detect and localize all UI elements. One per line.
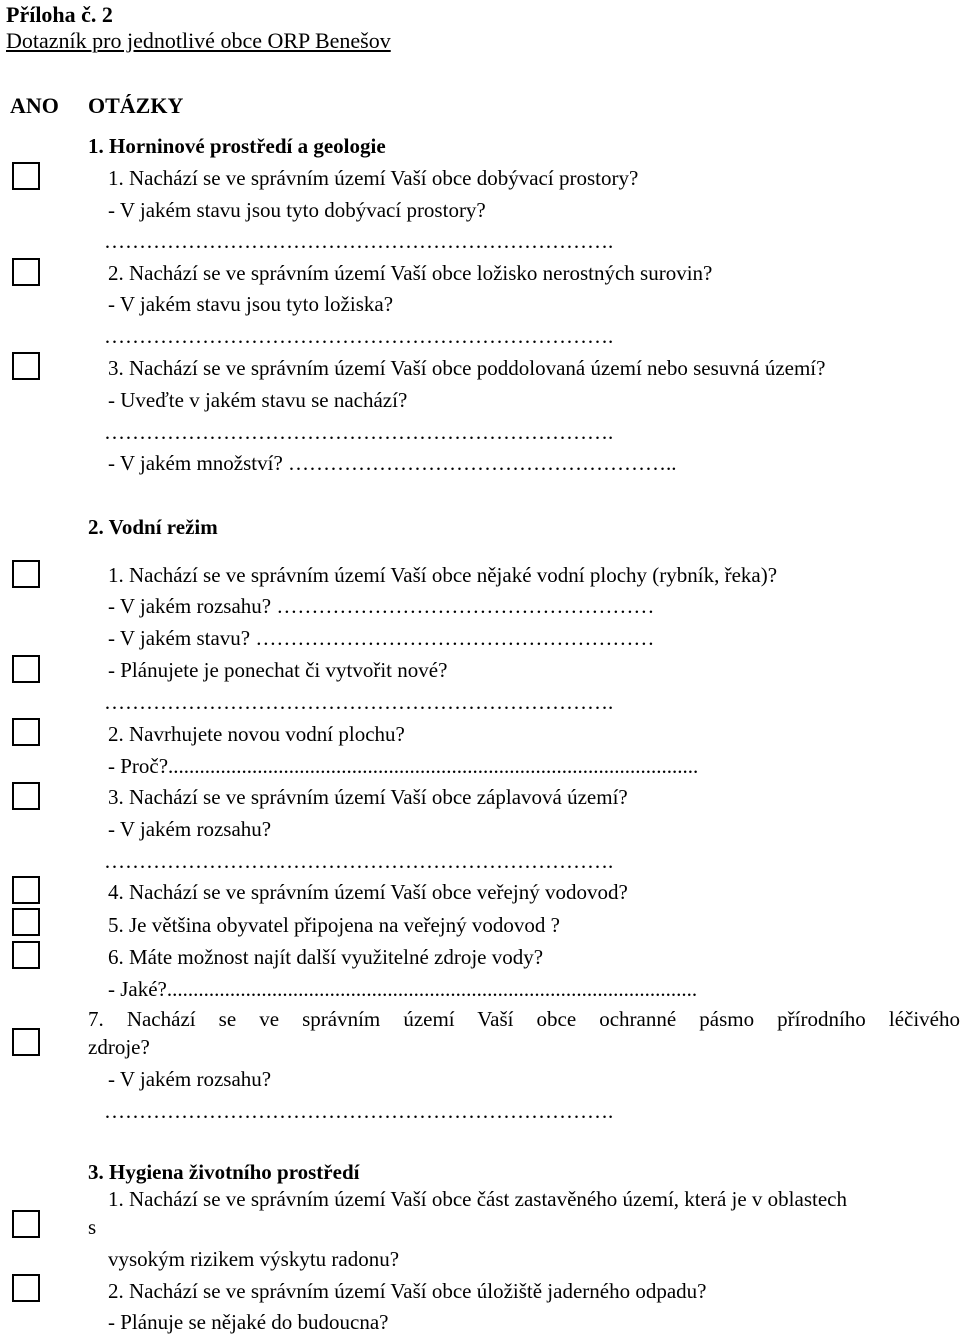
answer-line-s2-q7[interactable]: ………………………………………………………………. xyxy=(104,1099,614,1123)
subquestion-s2-q6[interactable]: - Jaké?..................................................................................................... xyxy=(108,977,698,1001)
subquestion-s2-q7: - V jakém rozsahu? xyxy=(108,1067,272,1091)
checkbox-s3-q2[interactable] xyxy=(12,1274,40,1302)
answer-line-s1-q1[interactable]: ………………………………………………………………. xyxy=(104,229,614,253)
question-s2-q2: 2. Navrhujete novou vodní plochu? xyxy=(108,722,405,746)
checkbox-s1-q2[interactable] xyxy=(12,258,40,286)
checkbox-s2-q7[interactable] xyxy=(12,1028,40,1056)
subquestion-s1-q2: - V jakém stavu jsou tyto ložiska? xyxy=(108,292,394,316)
checkbox-s1-q1[interactable] xyxy=(12,162,40,190)
page-title: Příloha č. 2 xyxy=(6,2,113,27)
checkbox-s2-q2[interactable] xyxy=(12,718,40,746)
page-subtitle: Dotazník pro jednotlivé obce ORP Benešov xyxy=(6,28,391,53)
answer-line-s1-q3[interactable]: ………………………………………………………………. xyxy=(104,420,614,444)
subquestion-s2-q3: - V jakém rozsahu? xyxy=(108,817,272,841)
question-s1-q3: 3. Nachází se ve správním území Vaší obce poddolovaná území nebo sesuvná území? xyxy=(108,356,826,380)
checkbox-s2-q4[interactable] xyxy=(12,876,40,904)
subquestion-s3-q2: - Plánuje se nějaké do budoucna? xyxy=(108,1310,389,1334)
question-s2-q1: 1. Nachází se ve správním území Vaší obce nějaké vodní plochy (rybník, řeka)? xyxy=(108,563,778,587)
subquestion-s2-q1-plan: - Plánujete je ponechat či vytvořit nové? xyxy=(108,658,448,682)
question-s1-q1: 1. Nachází se ve správním území Vaší obce dobývací prostory? xyxy=(108,166,639,190)
subquestion-s2-q1-state[interactable]: - V jakém stavu? ………………………………………………… xyxy=(108,626,655,650)
answer-line-s2-q3[interactable]: ………………………………………………………………. xyxy=(104,849,614,873)
subquestion-s2-q2[interactable]: - Proč?..................................................................................................... xyxy=(108,754,699,778)
question-s3-q2: 2. Nachází se ve správním území Vaší obce úložiště jaderného odpadu? xyxy=(108,1279,707,1303)
checkbox-s2-q5[interactable] xyxy=(12,908,40,936)
question-s2-q3: 3. Nachází se ve správním území Vaší obce záplavová území? xyxy=(108,785,628,809)
question-s2-q5: 5. Je většina obyvatel připojena na veřejný vodovod ? xyxy=(108,913,560,937)
answer-line-s1-q2[interactable]: ………………………………………………………………. xyxy=(104,324,614,348)
column-header-ano: ANO xyxy=(10,93,59,118)
checkbox-s2-q1-plan[interactable] xyxy=(12,655,40,683)
question-s3-q1-line3: vysokým rizikem výskytu radonu? xyxy=(108,1247,400,1271)
question-s1-q2: 2. Nachází se ve správním území Vaší obce ložisko nerostných surovin? xyxy=(108,261,713,285)
question-s2-q6: 6. Máte možnost najít další využitelné zdroje vody? xyxy=(108,945,544,969)
section-2-title: 2. Vodní režim xyxy=(88,515,218,539)
checkbox-s2-q3[interactable] xyxy=(12,782,40,810)
section-1-title: 1. Horninové prostředí a geologie xyxy=(88,134,386,158)
checkbox-s2-q1[interactable] xyxy=(12,560,40,588)
subquestion-s2-q1-range[interactable]: - V jakém rozsahu? ……………………………………………… xyxy=(108,594,655,618)
question-s2-q7-line2: zdroje? xyxy=(88,1035,150,1059)
question-s2-q4: 4. Nachází se ve správním území Vaší obce veřejný vodovod? xyxy=(108,880,628,904)
column-header-otazky: OTÁZKY xyxy=(88,93,184,118)
answer-line-s2-q1[interactable]: ………………………………………………………………. xyxy=(104,690,614,714)
subquestion-s1-q1: - V jakém stavu jsou tyto dobývací prostory? xyxy=(108,198,486,222)
question-s2-q7-line1: 7. Nachází se ve správním území Vaší obce ochranné pásmo přírodního léčivého xyxy=(88,1007,960,1031)
checkbox-s2-q6[interactable] xyxy=(12,941,40,969)
subquestion-s1-q3-amount[interactable]: - V jakém množství? ……………………………………………….. xyxy=(108,451,677,475)
question-s3-q1-line2: s xyxy=(88,1215,97,1239)
question-s3-q1-line1: 1. Nachází se ve správním území Vaší obce část zastavěného území, která je v oblastech xyxy=(108,1187,847,1211)
section-3-title: 3. Hygiena životního prostředí xyxy=(88,1160,360,1184)
checkbox-s1-q3[interactable] xyxy=(12,352,40,380)
subquestion-s1-q3: - Uveďte v jakém stavu se nachází? xyxy=(108,388,408,412)
checkbox-s3-q1[interactable] xyxy=(12,1210,40,1238)
